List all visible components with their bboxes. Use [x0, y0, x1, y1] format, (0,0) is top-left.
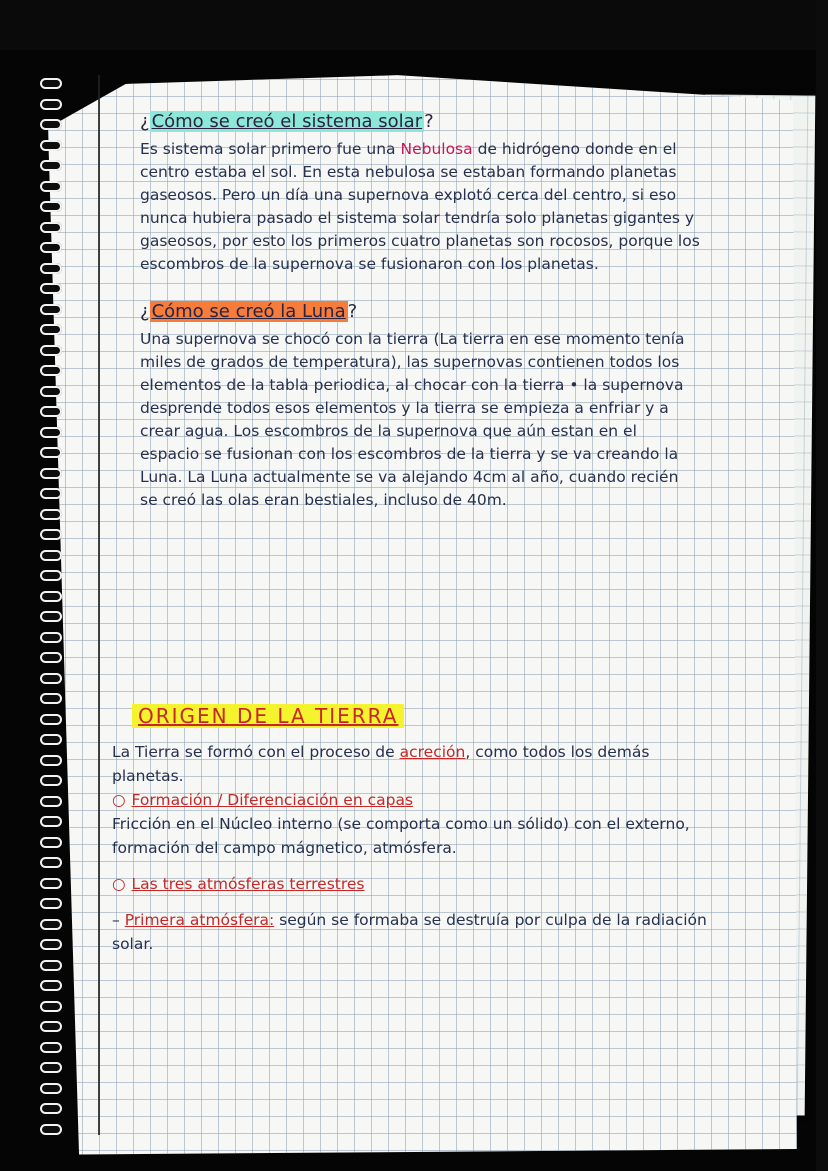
bullet-circle-icon: ○: [112, 791, 126, 809]
section-title: ORIGEN DE LA TIERRA: [132, 704, 404, 728]
question-mark-open: ¿: [140, 301, 150, 322]
heading-text: Cómo se creó el sistema solar: [151, 111, 423, 132]
binding-hole: [40, 509, 62, 520]
binding-hole: [40, 714, 62, 725]
binding-hole: [40, 898, 62, 909]
binding-hole: [40, 427, 62, 438]
photo-background-top: [0, 0, 828, 50]
binding-hole: [40, 181, 62, 192]
binding-hole: [40, 304, 62, 315]
binding-hole: [40, 447, 62, 458]
binding-hole: [40, 919, 62, 930]
binding-hole: [40, 1021, 62, 1032]
binding-hole: [40, 468, 62, 479]
binding-hole: [40, 591, 62, 602]
paragraph-solar-system: Es sistema solar primero fue una Nebulosa de hidrógeno donde en el centro estaba el sol. En esta nebulosa se estaban formando planetas gaseosos. Pero un día una supernova explotó cerca del centro, si eso nunca hubiera pasado el sistema solar tendría solo planetas gigantes y gaseosos, por esto los primeros cuatro planetas son rocosos, porque los escombros de la supernova se fusionaron con los planetas.: [140, 140, 700, 273]
binding-hole: [40, 1001, 62, 1012]
question-mark-close: ?: [347, 301, 358, 322]
highlight-nebulosa: Nebulosa: [400, 140, 473, 158]
binding-hole: [40, 693, 62, 704]
question-heading-solar-system: [140, 108, 700, 136]
item-formacion-title: ○ Formación / Diferenciación en capas: [112, 791, 414, 809]
binding-hole: [40, 632, 62, 643]
binding-hole: [40, 529, 62, 540]
binding-hole: [40, 386, 62, 397]
binding-hole: [40, 345, 62, 356]
binding-hole: [40, 837, 62, 848]
binding-hole: [40, 755, 62, 766]
binding-hole: [40, 775, 62, 786]
notes-content: [140, 108, 700, 512]
binding-hole: [40, 939, 62, 950]
binding-hole: [40, 652, 62, 663]
binding-hole: [40, 673, 62, 684]
binding-hole: [40, 324, 62, 335]
question-mark-close: ?: [424, 111, 434, 132]
binding-hole: [40, 570, 62, 581]
binding-hole: [40, 99, 62, 110]
paragraph-moon: Una supernova se chocó con la tierra (La tierra en ese momento tenía miles de grados de temperatura), las supernovas contienen todos los elementos de la tabla periodica, al chocar con la tierra • la supernova desprende todos esos elementos y la tierra se empieza a enfriar y a crear agua. Los escombros de la supernova que aún estan en el espacio se fusionan con los escombros de la tierra y se va creando la Luna. La Luna actualmente se va alejando 4cm al año, cuando recién se creó las olas eran bestiales, incluso de 40m.: [140, 330, 685, 509]
heading-text: Cómo se creó la Luna: [151, 301, 346, 322]
binding-hole: [40, 550, 62, 561]
binding-hole: [40, 611, 62, 622]
page-margin-line: [98, 75, 100, 1135]
binding-hole: [40, 283, 62, 294]
binding-hole: [40, 1124, 62, 1135]
section-intro: La Tierra se formó con el proceso de acreción, como todos los demás planetas.: [112, 743, 650, 785]
question-mark-open: ¿: [140, 111, 150, 132]
dash-icon: –: [112, 911, 125, 929]
binding-hole: [40, 1083, 62, 1094]
binding-hole: [40, 1103, 62, 1114]
binding-hole: [40, 734, 62, 745]
binding-hole: [40, 119, 62, 130]
binding-hole: [40, 816, 62, 827]
binding-hole: [40, 365, 62, 376]
binding-hole: [40, 960, 62, 971]
question-heading-moon: [140, 298, 700, 326]
highlight-acrecion: acreción: [399, 743, 466, 761]
binding-hole: [40, 242, 62, 253]
binding-hole: [40, 160, 62, 171]
section-origin-earth: [112, 700, 712, 956]
binding-hole: [40, 1042, 62, 1053]
binding-hole: [40, 140, 62, 151]
binding-hole: [40, 980, 62, 991]
binding-hole: [40, 78, 62, 89]
item-formacion-body: Fricción en el Núcleo interno (se comporta como un sólido) con el externo, formación del campo mágnetico, atmósfera.: [112, 815, 690, 857]
binding-hole: [40, 878, 62, 889]
binding-hole: [40, 796, 62, 807]
binding-hole: [40, 488, 62, 499]
binding-hole: [40, 201, 62, 212]
binding-hole: [40, 222, 62, 233]
item-primera-atmosfera: – Primera atmósfera: según se formaba se destruía por culpa de la radiación solar.: [112, 911, 707, 953]
spiral-binding: [40, 78, 70, 1158]
binding-hole: [40, 857, 62, 868]
binding-hole: [40, 406, 62, 417]
photo-background-right: [816, 0, 828, 1171]
item-atmosferas-title: ○ Las tres atmósferas terrestres: [112, 875, 365, 893]
bullet-circle-icon: ○: [112, 875, 126, 893]
binding-hole: [40, 1062, 62, 1073]
binding-hole: [40, 263, 62, 274]
